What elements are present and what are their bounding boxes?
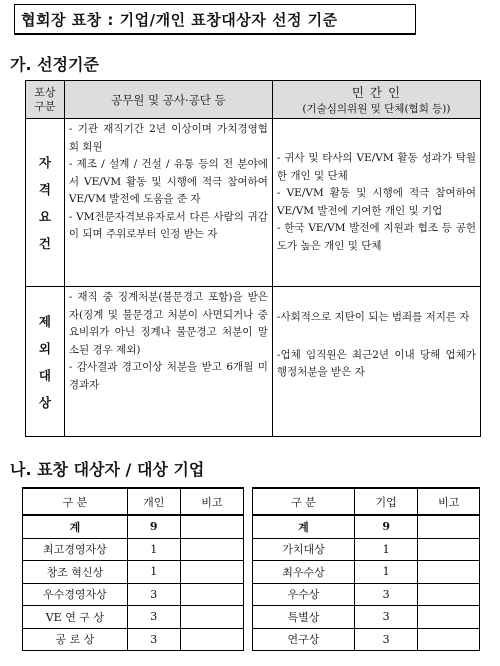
table-cell: 가치대상 (253, 538, 355, 561)
header-private (272, 81, 480, 119)
table-cell (180, 515, 243, 538)
table-cell: 계 (253, 515, 355, 538)
table-cell (418, 606, 480, 629)
company-award-table (252, 487, 480, 651)
table-cell: 3 (354, 583, 418, 606)
table-header: 개인 (127, 488, 180, 515)
table-cell: 9 (354, 515, 418, 538)
table-cell: VE 연 구 상 (23, 606, 128, 629)
table-cell: 연구상 (253, 628, 355, 651)
table-cell: 최우수상 (253, 561, 355, 584)
list-item: - 제조 / 설계 / 건설 / 유통 등의 전 분야에서 VE/VM 활동 및 시행에 적극 참여하여 VE/VM 발전에 도움을 준 자 (68, 158, 268, 205)
table-cell (418, 583, 480, 606)
table-cell: 특별상 (253, 606, 355, 629)
table-cell (418, 628, 480, 651)
table-cell: 창조 혁신상 (23, 561, 128, 584)
row-category-exclusion: 제 외 대 상 (26, 287, 65, 437)
list-item: - 기관 재직기간 2년 이상이며 가치경영협회 회원 (68, 123, 268, 153)
table-cell: 1 (127, 538, 180, 561)
table-cell: 계 (23, 515, 128, 538)
section-a-heading: 가. 선정기준 (10, 55, 99, 74)
exclusion-public-list (64, 287, 272, 437)
table-cell (180, 561, 243, 584)
table-cell: 1 (127, 561, 180, 584)
exclusion-private-list (272, 287, 480, 437)
header-private-sub: (기술심의위원 및 단체(협회 등)) (302, 103, 451, 115)
table-cell: 9 (127, 515, 180, 538)
table-cell (180, 583, 243, 606)
table-cell: 3 (127, 606, 180, 629)
table-cell: 우수상 (253, 583, 355, 606)
list-item: - 한국 VE/VM 발전에 지원과 협조 등 공헌도가 높은 개인 및 단체 (276, 222, 476, 252)
table-header: 비고 (418, 488, 480, 515)
header-category: 포상 구분 (26, 81, 65, 119)
list-item: - 귀사 및 타사의 VE/VM 활동 성과가 탁월한 개인 및 단체 (276, 152, 476, 182)
table-cell (180, 606, 243, 629)
eligibility-public-list (64, 119, 272, 287)
table-header: 구 분 (23, 488, 128, 515)
table-cell: 우수경영자상 (23, 583, 128, 606)
table-cell: 1 (354, 538, 418, 561)
eligibility-private-list (272, 119, 480, 287)
table-cell (418, 538, 480, 561)
header-private-main: 민 간 인 (351, 85, 402, 100)
individual-award-table (22, 487, 244, 651)
table-cell: 3 (127, 628, 180, 651)
table-cell (180, 538, 243, 561)
table-cell (418, 561, 480, 584)
table-cell (418, 515, 480, 538)
section-b-heading: 나. 표창 대상자 / 대상 기업 (10, 460, 205, 479)
criteria-table (25, 80, 481, 437)
table-cell: 3 (354, 628, 418, 651)
table-header: 비고 (180, 488, 243, 515)
table-cell: 3 (127, 583, 180, 606)
table-cell: 3 (354, 606, 418, 629)
table-header: 기업 (354, 488, 418, 515)
page-title: 협회장 표창 : 기업/개인 표창대상자 선정 기준 (21, 11, 338, 29)
list-item: - 재직 중 징계처분(불문경고 포함)을 받은 자(징계 및 불문경고 처분이 사면되거나 중요비위가 아닌 징계나 불문경고 처분이 말소된 경우 제외) (68, 291, 268, 356)
list-item: - VM전문자격보유자로서 다른 사람의 귀감이 되며 주위로부터 인정 받는 자 (68, 210, 268, 240)
table-header: 구 분 (253, 488, 355, 515)
table-cell (180, 628, 243, 651)
page-title-box (14, 4, 416, 35)
list-item: -사회적으로 지탄이 되는 범죄를 저지른 자 (276, 311, 470, 323)
list-item: - 감사결과 경고이상 처분을 받고 6개월 미경과자 (68, 361, 268, 391)
list-item: -업체 임직원은 최근2년 이내 당해 업체가 행정처분을 받은 자 (276, 348, 476, 378)
table-cell: 1 (354, 561, 418, 584)
list-item: - VE/VM 활동 및 시행에 적극 참여하여 VE/VM 발전에 기여한 개인 및 기업 (276, 187, 476, 217)
row-category-eligibility: 자 격 요 건 (26, 119, 65, 287)
table-cell: 최고경영자상 (23, 538, 128, 561)
table-cell: 공 로 상 (23, 628, 128, 651)
header-public: 공무원 및 공사·공단 등 (64, 81, 272, 119)
